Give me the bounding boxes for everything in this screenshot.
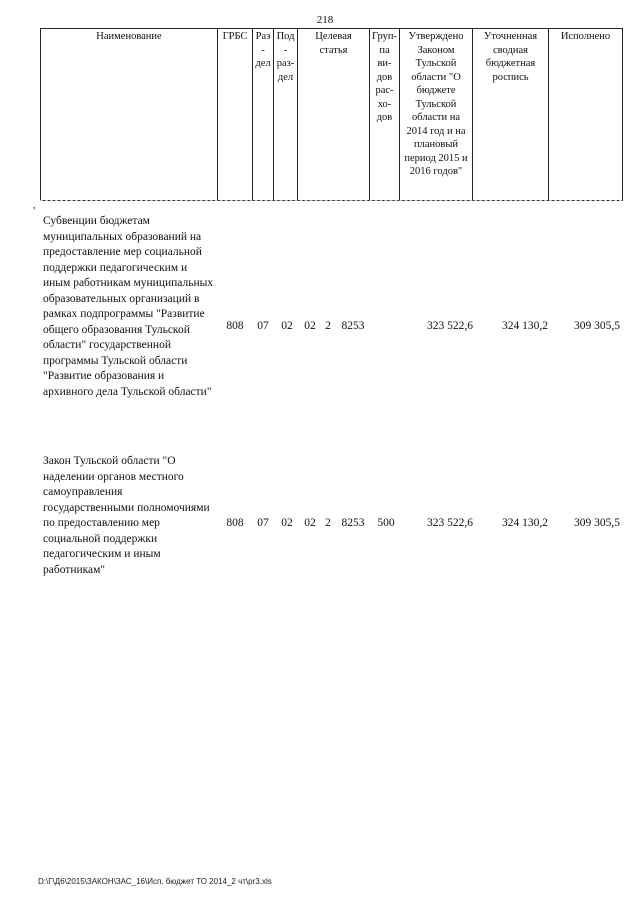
row-gruppa: 500 (377, 517, 395, 529)
page-number: 218 (316, 14, 334, 26)
row-podrazdel: 02 (281, 517, 293, 529)
footer-file-path: D:\Г\Д6\2015\ЗАКОН\ЗАС_16\Исп. бюджет ТО 2014_2 чт\pr3.xls (38, 877, 272, 886)
row-celevaya-part1: 02 (304, 320, 316, 332)
row-celevaya-part2: 2 (325, 320, 331, 332)
row-razdel: 07 (257, 517, 269, 529)
row-celevaya-part3: 8253 (341, 320, 365, 332)
row-utochnennaya: 324 130,2 (502, 517, 548, 529)
row-utverzhdeno: 323 522,6 (427, 320, 473, 332)
row-celevaya-part1: 02 (304, 517, 316, 529)
row-name: Субвенции бюджетам муниципальных образований на предоставление мер социальной поддержки педагогическим и иным работникам муниципальных образовательных организаций в рамках подпрограммы "Развитие общего образования Тульской области" государственной программы Тульской области "Развитие образования и архивного дела Тульской области" (43, 215, 214, 398)
row-utochnennaya: 324 130,2 (502, 320, 548, 332)
row-name: Закон Тульской области "О наделении органов местного самоуправления государственными полномочиями по предоставлению мер социальной поддержки педагогическим и иным работникам" (43, 455, 210, 576)
row-ispolneno: 309 305,5 (574, 517, 620, 529)
row-grbs: 808 (226, 320, 244, 332)
row-grbs: 808 (226, 517, 244, 529)
column-header-podrazdel: Под- раз- дел (274, 29, 298, 201)
column-header-name: Наименование (41, 29, 218, 201)
column-header-utverzhdeno: Утверждено Законом Тульской области "О бюджете Тульской области на 2014 год и на плановый период 2015 и 2016 годов" (400, 29, 473, 201)
column-header-razdel: Раз- дел (253, 29, 274, 201)
column-header-ispolneno: Исполнено (549, 29, 623, 201)
row-podrazdel: 02 (281, 320, 293, 332)
row-ispolneno: 309 305,5 (574, 320, 620, 332)
stray-mark: , (33, 200, 36, 211)
column-header-utochnennaya-rospis: Уточненная сводная бюджетная роспись (473, 29, 549, 201)
column-header-celevaya-statya: Целевая статья (298, 29, 370, 201)
row-utverzhdeno: 323 522,6 (427, 517, 473, 529)
table-header (40, 28, 623, 201)
column-header-grbs: ГРБС (218, 29, 253, 201)
row-celevaya-part3: 8253 (341, 517, 365, 529)
row-razdel: 07 (257, 320, 269, 332)
divider-line (40, 200, 622, 201)
row-celevaya-part2: 2 (325, 517, 331, 529)
column-header-gruppa-vidov-raskhodov: Груп- па ви- дов рас- хо- дов (370, 29, 400, 201)
